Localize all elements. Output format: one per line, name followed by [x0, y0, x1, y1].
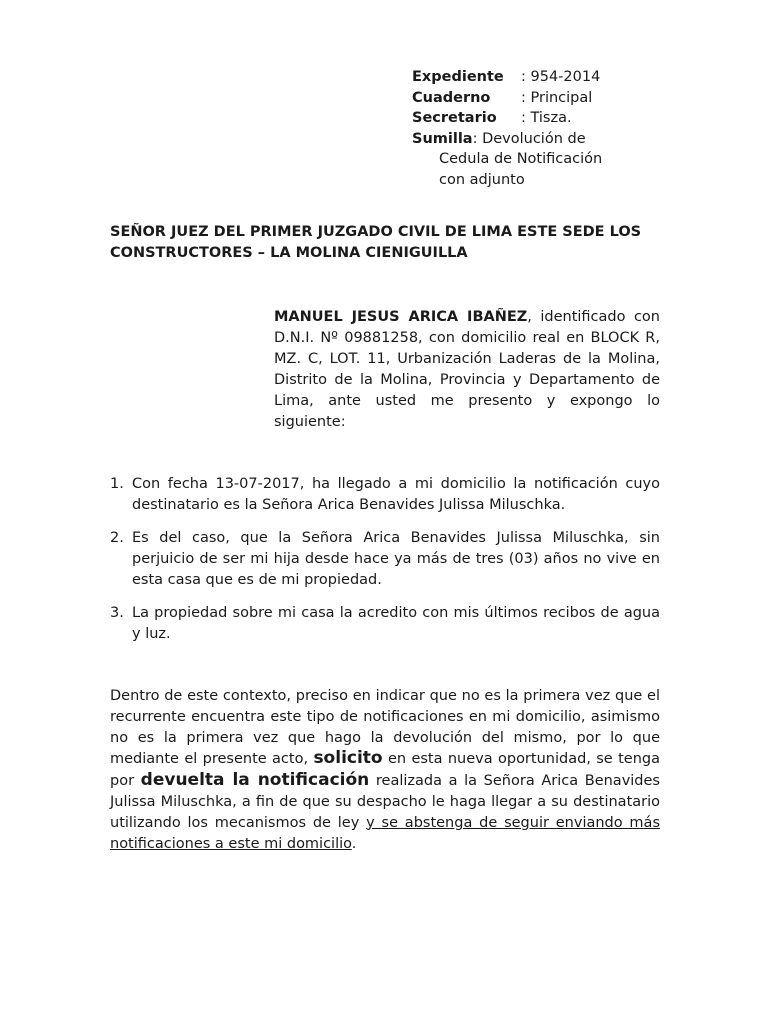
- petitioner-name: MANUEL JESUS ARICA IBAÑEZ: [274, 309, 528, 325]
- underlined-request: y se abstenga de seguir enviando más notificaciones a este mi domicilio: [110, 814, 660, 852]
- point-item: [110, 528, 660, 591]
- secretario-row: [412, 108, 652, 129]
- secretario-value: : Tisza.: [521, 110, 572, 126]
- sumilla-label: Sumilla: [412, 130, 473, 147]
- cuaderno-row: [412, 88, 652, 109]
- point-text: Es del caso, que la Señora Arica Benavides Julissa Miluschka, sin perjuicio de ser mi hija desde hace ya más de tres (03) años no vive en esta casa que es de mi propiedad.: [132, 530, 660, 588]
- expediente-row: [412, 67, 652, 88]
- expediente-label: Expediente: [412, 69, 504, 85]
- devuelta-emphasis: devuelta la notificación: [140, 770, 370, 791]
- point-number: 1.: [110, 476, 124, 492]
- point-text: La propiedad sobre mi casa la acredito con mis últimos recibos de agua y luz.: [132, 605, 660, 642]
- expediente-value: : 954-2014: [521, 69, 601, 85]
- intro-paragraph: [274, 307, 660, 433]
- closing-end: .: [351, 835, 357, 852]
- point-item: [110, 603, 660, 645]
- intro-text: , identificado con D.N.I. Nº 09881258, con domicilio real en BLOCK R, MZ. C, LOT. 11, Urbanización Laderas de la Molina, Distrito de la Molina, Provincia y Departamento de Lima, ante usted me presento y expongo lo siguiente:: [274, 309, 660, 430]
- point-item: [110, 474, 660, 516]
- cuaderno-value: : Principal: [521, 89, 593, 106]
- numbered-points: [110, 474, 660, 657]
- addressee-heading: SEÑOR JUEZ DEL PRIMER JUZGADO CIVIL DE LIMA ESTE SEDE LOS CONSTRUCTORES – LA MOLINA CIENIGUILLA: [110, 224, 642, 261]
- closing-paragraph: [110, 686, 660, 854]
- closing-text-1: Dentro de este contexto, preciso en indicar que no es la primera vez que el recurrente encuentra este tipo de notificaciones en mi domicilio, asimismo no es la primera vez que hago la devolución del mismo, por lo que mediante el presente acto,: [110, 688, 660, 768]
- cuaderno-label: Cuaderno: [412, 89, 491, 106]
- solicito-emphasis: solicito: [313, 748, 383, 769]
- secretario-label: Secretario: [412, 110, 497, 126]
- sumilla-line-3: con adjunto: [439, 171, 525, 188]
- point-text: Con fecha 13-07-2017, ha llegado a mi domicilio la notificación cuyo destinatario es la Señora Arica Benavides Julissa Miluschka.: [132, 476, 660, 513]
- case-header: [412, 67, 652, 190]
- sumilla-value: : Devolución de: [472, 130, 586, 147]
- point-number: 3.: [110, 605, 124, 621]
- closing-text-2: en esta nueva oportunidad, se tenga por: [110, 751, 660, 790]
- closing-text-3: realizada a la Señora Arica Benavides Julissa Miluschka, a fin de que su despacho le haga llegar a su destinatario utilizando los mecanismos de ley: [110, 773, 660, 831]
- sumilla-row: [412, 129, 652, 150]
- sumilla-line-2: Cedula de Notificación: [439, 151, 603, 167]
- point-number: 2.: [110, 530, 124, 546]
